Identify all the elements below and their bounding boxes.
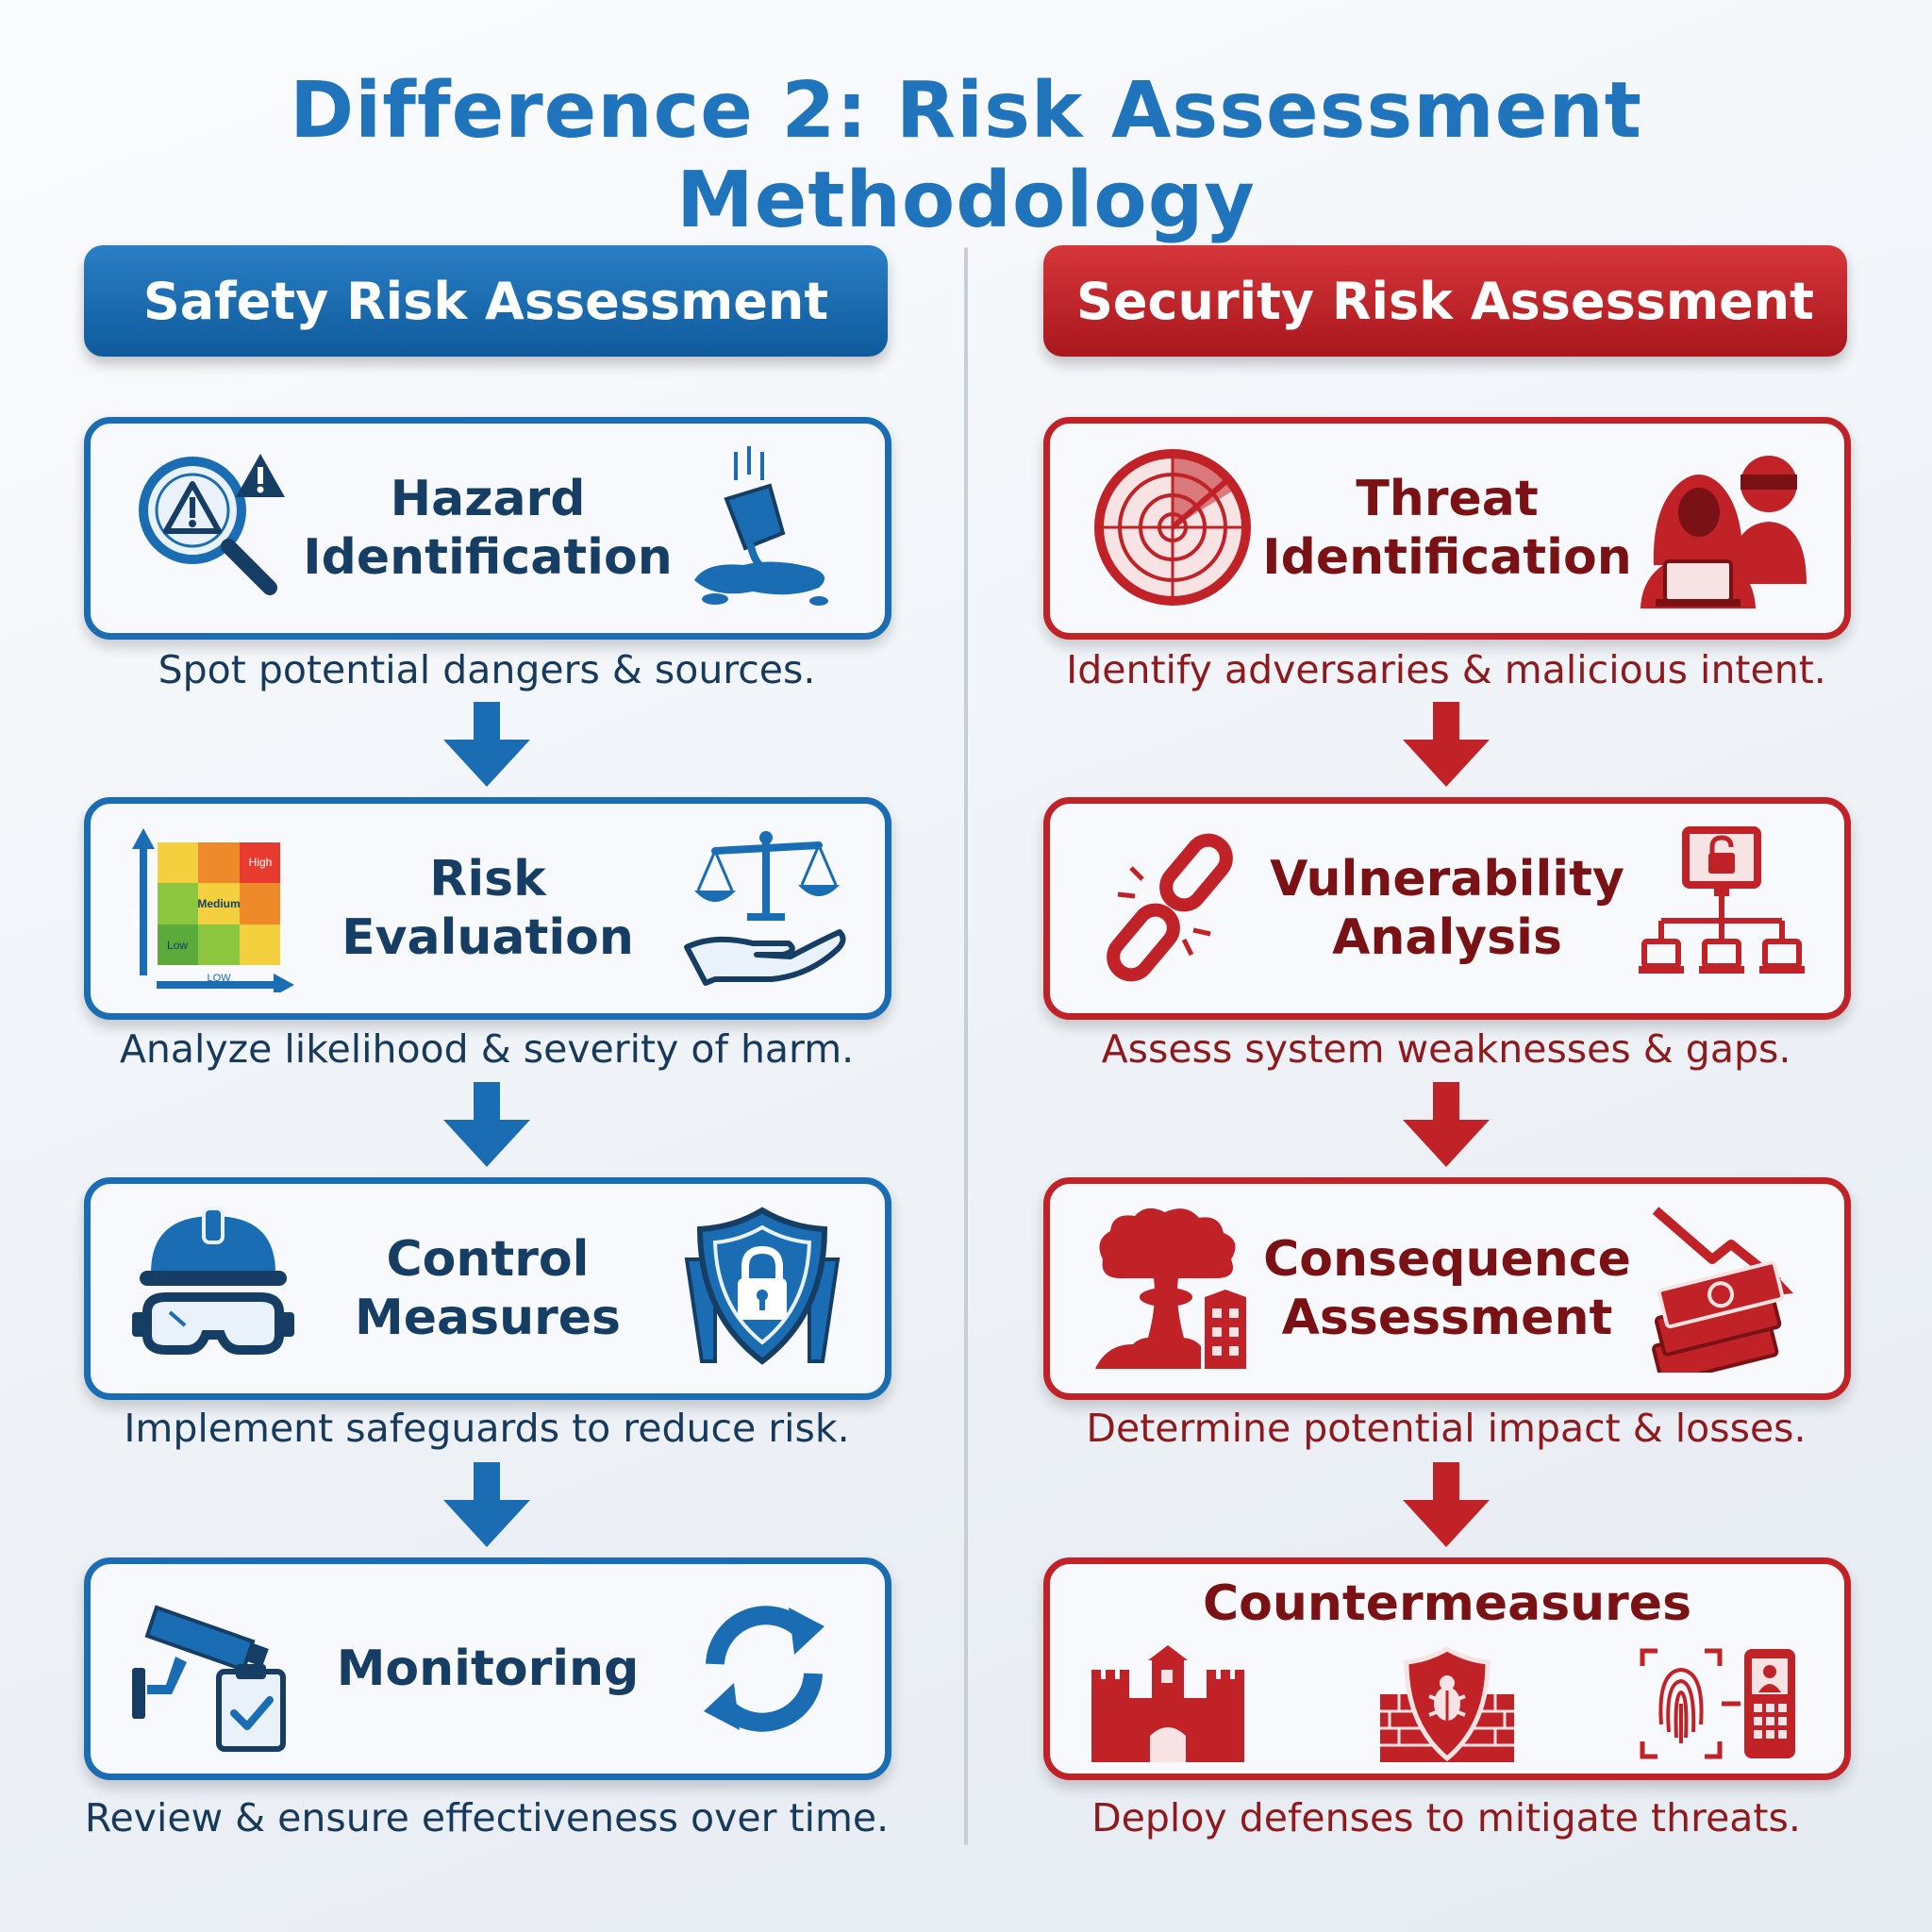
matrix-x-axis-label: LOW [207,973,231,984]
scales-hand-icon [677,823,847,992]
security-step-countermeasures [1043,1557,1851,1780]
hardhat-goggles-icon [128,1203,298,1373]
biometric-access-icon [1639,1645,1799,1762]
step-description: Assess system weaknesses & gaps. [1101,1026,1791,1072]
security-step-vulnerability-analysis [1043,797,1851,1020]
matrix-y-axis-label: RISK [131,905,142,929]
step-description: Implement safeguards to reduce risk. [124,1406,850,1451]
matrix-low-label: Low [166,939,189,952]
step-title: Threat Identification [1262,471,1632,586]
radar-icon [1088,442,1257,612]
hazard-magnifier-icon [128,442,298,612]
step-description: Analyze likelihood & severity of harm. [119,1026,855,1072]
down-arrow-icon [440,702,534,789]
refresh-cycle-icon [677,1583,847,1753]
safety-step-control-measures [84,1177,891,1400]
step-description: Deploy defenses to mitigate threats. [1091,1795,1801,1840]
step-description: Review & ensure effectiveness over time. [84,1795,890,1840]
firewall-shield-icon [1367,1645,1527,1762]
step-title: Monitoring [336,1641,640,1697]
safety-header: Safety Risk Assessment [84,245,888,357]
safety-step-monitoring [84,1557,891,1780]
risk-matrix-icon [128,823,298,992]
matrix-high-label: High [248,856,273,869]
down-arrow-icon [1399,702,1493,789]
network-unlocked-icon [1637,823,1807,992]
step-title: Risk Evaluation [341,851,634,966]
step-description: Spot potential dangers & sources. [158,647,816,692]
security-step-consequence-assessment [1043,1177,1851,1400]
camera-checklist-icon [128,1583,298,1753]
security-step-threat-identification [1043,417,1851,640]
security-header: Security Risk Assessment [1043,245,1847,357]
down-arrow-icon [440,1462,534,1549]
down-arrow-icon [1399,1462,1493,1549]
shield-lock-icon [677,1203,847,1373]
safety-step-hazard-identification [84,417,891,640]
page-title: Difference 2: Risk Assessment Methodology [290,66,1642,245]
hackers-icon [1637,442,1807,612]
explosion-icon [1088,1203,1257,1373]
step-title: Consequence Assessment [1263,1231,1631,1346]
step-title: Countermeasures [1202,1575,1692,1632]
broken-chain-icon [1088,823,1257,992]
matrix-medium-label: Medium [197,897,241,910]
down-arrow-icon [440,1082,534,1169]
step-description: Identify adversaries & malicious intent. [1066,647,1826,692]
safety-step-risk-evaluation [84,797,891,1020]
money-loss-icon [1637,1203,1807,1373]
down-arrow-icon [1399,1082,1493,1169]
step-title: Hazard Identification [303,471,673,586]
spill-icon [677,442,847,612]
column-divider [964,247,968,1845]
castle-icon [1088,1645,1248,1762]
step-title: Vulnerability Analysis [1270,851,1624,966]
step-title: Control Measures [355,1231,621,1346]
step-description: Determine potential impact & losses. [1086,1406,1807,1451]
